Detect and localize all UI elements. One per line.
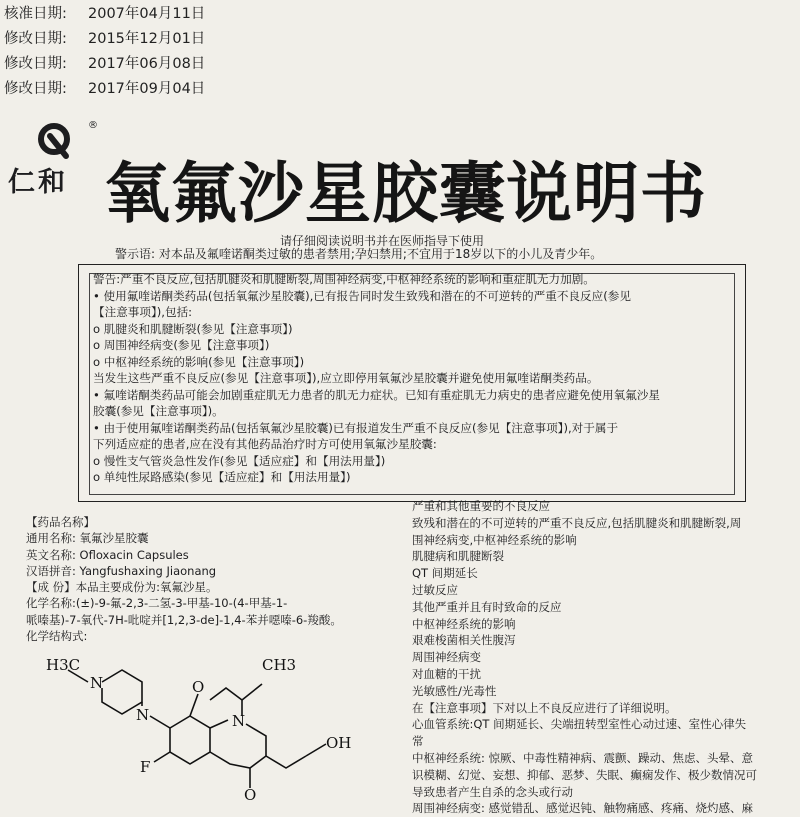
brand-logo-icon <box>32 118 102 162</box>
n-label: N <box>90 674 104 692</box>
left-line: 化学结构式: <box>26 629 88 644</box>
right-line: 严重和其他重要的不良反应 <box>412 499 550 513</box>
right-line: 常 <box>412 734 424 749</box>
h3c-label: H3C <box>46 656 81 674</box>
right-line: 心血管系统:QT 间期延长、尖端扭转型室性心动过速、室性心律失 <box>412 717 747 732</box>
right-line: 对血糖的干扰 <box>412 666 481 681</box>
right-line: 中枢神经系统: 惊厥、中毒性精神病、震颤、躁动、焦虑、头晕、意 <box>412 750 754 765</box>
box-line: 胶囊(参见【注意事项】)。 <box>93 404 224 418</box>
date-label: 修改日期: <box>4 81 67 97</box>
right-line: 围神经病变,中枢神经系统的影响 <box>412 532 577 547</box>
right-line: QT 间期延长 <box>412 566 478 581</box>
chemical-structure <box>30 640 370 800</box>
date-row <box>4 52 205 77</box>
date-row <box>4 27 205 52</box>
oh-label: OH <box>326 734 352 752</box>
right-line: 导致患者产生自杀的念头或行动 <box>412 784 573 799</box>
n-label: N <box>232 712 246 730</box>
date-label: 修改日期: <box>4 56 67 72</box>
date-label: 核准日期: <box>4 6 67 22</box>
box-line: o 中枢神经系统的影响(参见【注意事项】) <box>93 354 305 369</box>
subtitle: 请仔细阅读说明书并在医师指导下使用 <box>280 234 485 248</box>
date-value: 2015年12月01日 <box>88 31 206 47</box>
date-row <box>4 2 205 27</box>
right-line: 识模糊、幻觉、妄想、抑郁、恶梦、失眠、癫痫发作、极少数情况可 <box>412 767 757 782</box>
brand-name: 仁和 <box>8 167 68 198</box>
date-value: 2017年09月04日 <box>88 81 206 97</box>
right-line: 光敏感性/光毒性 <box>412 683 497 698</box>
box-line: 警告:严重不良反应,包括肌腱炎和肌腱断裂,周围神经病变,中枢神经系统的影响和重症肌无力加剧。 <box>93 272 595 286</box>
right-line: 过敏反应 <box>412 582 458 597</box>
warning-box <box>78 264 746 502</box>
date-value: 2007年04月11日 <box>88 6 206 22</box>
section-heading: 【药品名称】 <box>26 515 95 529</box>
right-line: 其他严重并且有时致命的反应 <box>412 599 562 614</box>
box-line: • 使用氟喹诺酮类药品(包括氧氟沙星胶囊),已有报告同时发生致残和潜在的不可逆转的严重不良反应(参见 <box>93 288 631 303</box>
box-line: • 由于使用氟喹诺酮类药品(包括氧氟沙星胶囊)已有报道发生严重不良反应(参见【注意事项】),对于属于 <box>93 420 619 435</box>
box-line: 下列适应症的患者,应在没有其他药品治疗时方可使用氧氟沙星胶囊: <box>93 437 437 451</box>
o-label: O <box>192 678 205 696</box>
box-line: o 单纯性尿路感染(参见【适应症】和【用法用量】) <box>93 470 351 484</box>
left-line: 【成 份】本品主要成份为:氧氟沙星。 <box>26 580 218 595</box>
warning-line: 警示语: 对本品及氟喹诺酮类过敏的患者禁用;孕妇禁用;不宜用于18岁以下的小儿及青少年。 <box>115 247 603 261</box>
warning-box-text <box>93 271 723 486</box>
date-row <box>4 77 205 102</box>
right-line: 肌腱病和肌腱断裂 <box>412 549 504 564</box>
left-line: 英文名称: Ofloxacin Capsules <box>26 547 189 562</box>
left-column <box>26 514 396 644</box>
revision-dates <box>4 2 205 102</box>
box-line: o 肌腱炎和肌腱断裂(参见【注意事项】) <box>93 321 293 336</box>
left-line: 汉语拼音: Yangfushaxing Jiaonang <box>26 563 217 578</box>
right-line: 致残和潜在的不可逆转的严重不良反应,包括肌腱炎和肌腱断裂,周 <box>412 515 742 530</box>
right-line: 周围神经病变: 感觉错乱、感觉迟钝、触物痛感、疼痛、烧灼感、麻 <box>412 801 754 816</box>
left-line: 通用名称: 氧氟沙星胶囊 <box>26 531 149 546</box>
date-label: 修改日期: <box>4 31 67 47</box>
right-column <box>412 498 800 817</box>
box-line: o 周围神经病变(参见【注意事项】) <box>93 338 270 352</box>
date-value: 2017年06月08日 <box>88 56 206 72</box>
left-line: 化学名称:(±)-9-氟-2,3-二氢-3-甲基-10-(4-甲基-1- <box>26 596 288 611</box>
right-line: 周围神经病变 <box>412 650 481 665</box>
registered-mark: ® <box>88 120 98 131</box>
left-line: 哌嗪基)-7-氧代-7H-吡啶并[1,2,3-de]-1,4-苯并噁嗪-6-羧酸。 <box>26 612 342 627</box>
n-label: N <box>136 706 150 724</box>
box-line: • 氟喹诺酮类药品可能会加剧重症肌无力患者的肌无力症状。已知有重症肌无力病史的患者应避免使用氧氟沙星 <box>93 387 661 402</box>
box-line: o 慢性支气管炎急性发作(参见【适应症】和【用法用量】) <box>93 453 386 468</box>
o-label: O <box>244 786 257 800</box>
page-title: 氧氟沙星胶囊说明书 <box>104 155 707 232</box>
box-line: 当发生这些严重不良反应(参见【注意事项】),应立即停用氧氟沙星胶囊并避免使用氟喹诺酮类药品。 <box>93 371 599 385</box>
ch3-label: CH3 <box>262 656 297 674</box>
right-line: 中枢神经系统的影响 <box>412 616 516 631</box>
f-label: F <box>140 758 151 776</box>
right-line: 艰难梭菌相关性腹泻 <box>412 633 516 648</box>
box-line: 【注意事项】),包括: <box>93 305 193 319</box>
right-line: 在【注意事项】下对以上不良反应进行了详细说明。 <box>412 700 677 715</box>
